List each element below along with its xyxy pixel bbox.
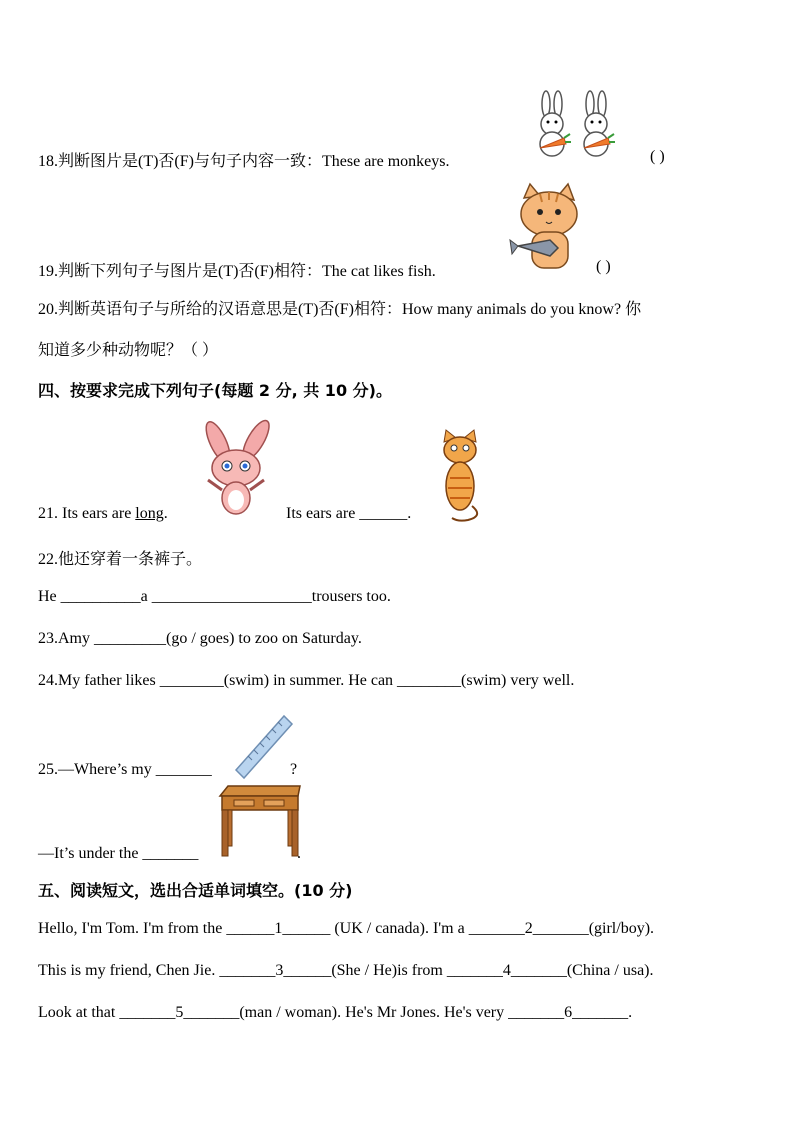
passage-line-3[interactable]: Look at that _______5_______(man / woman). He's Mr Jones. He's very _______6_______. — [38, 1004, 633, 1021]
question-21-underlined-word: long — [135, 505, 164, 522]
question-21 — [38, 505, 168, 523]
question-22-english[interactable]: He __________a ____________________trousers too. — [38, 588, 391, 605]
question-18 — [38, 148, 450, 171]
rabbits-with-carrots-image — [528, 90, 620, 160]
cat-with-fish-image — [510, 184, 586, 274]
cat-image — [436, 430, 484, 522]
section-4-title: 四、按要求完成下列句子(每题 2 分, 共 10 分)。 — [38, 381, 392, 400]
question-25-answer-period: . — [297, 845, 301, 862]
question-24[interactable]: 24.My father likes ________(swim) in summer. He can ________(swim) very well. — [38, 672, 575, 689]
question-25-question[interactable]: 25.—Where’s my _______ — [38, 761, 212, 778]
ruler-image — [232, 712, 296, 780]
passage-line-1[interactable]: Hello, I'm Tom. I'm from the ______1______ (UK / canada). I'm a _______2_______(girl/boy). — [38, 920, 655, 937]
passage-line-2[interactable]: This is my friend, Chen Jie. _______3______(She / He)is from _______4_______(China / usa). — [38, 962, 654, 979]
question-19-answer-paren[interactable]: ( ) — [596, 258, 611, 275]
question-18-text: 18.判断图片是(T)否(F)与句子内容一致：These are monkeys. — [38, 153, 450, 170]
desk-image — [218, 786, 302, 858]
question-20-line2[interactable]: 知道多少种动物呢？（ ） — [38, 342, 219, 359]
question-25-answer[interactable]: —It’s under the _______ — [38, 845, 199, 862]
question-21-answer[interactable]: Its ears are ______. — [286, 505, 412, 522]
question-21-prefix: 21. Its ears are — [38, 505, 136, 522]
rabbit-image — [196, 420, 280, 520]
question-18-answer-paren[interactable]: ( ) — [650, 148, 665, 165]
question-23[interactable]: 23.Amy _________(go / goes) to zoo on Saturday. — [38, 630, 362, 647]
question-21-period: . — [163, 505, 168, 522]
question-19: 19.判断下列句子与图片是(T)否(F)相符：The cat likes fish. — [38, 263, 436, 280]
question-20-line1: 20.判断英语句子与所给的汉语意思是(T)否(F)相符：How many animals do you know? 你 — [38, 301, 642, 318]
question-22-chinese: 22.他还穿着一条裤子。 — [38, 551, 203, 568]
section-5-title: 五、阅读短文，选出合适单词填空。(10 分) — [38, 881, 353, 900]
question-25-question-mark: ? — [290, 761, 298, 778]
